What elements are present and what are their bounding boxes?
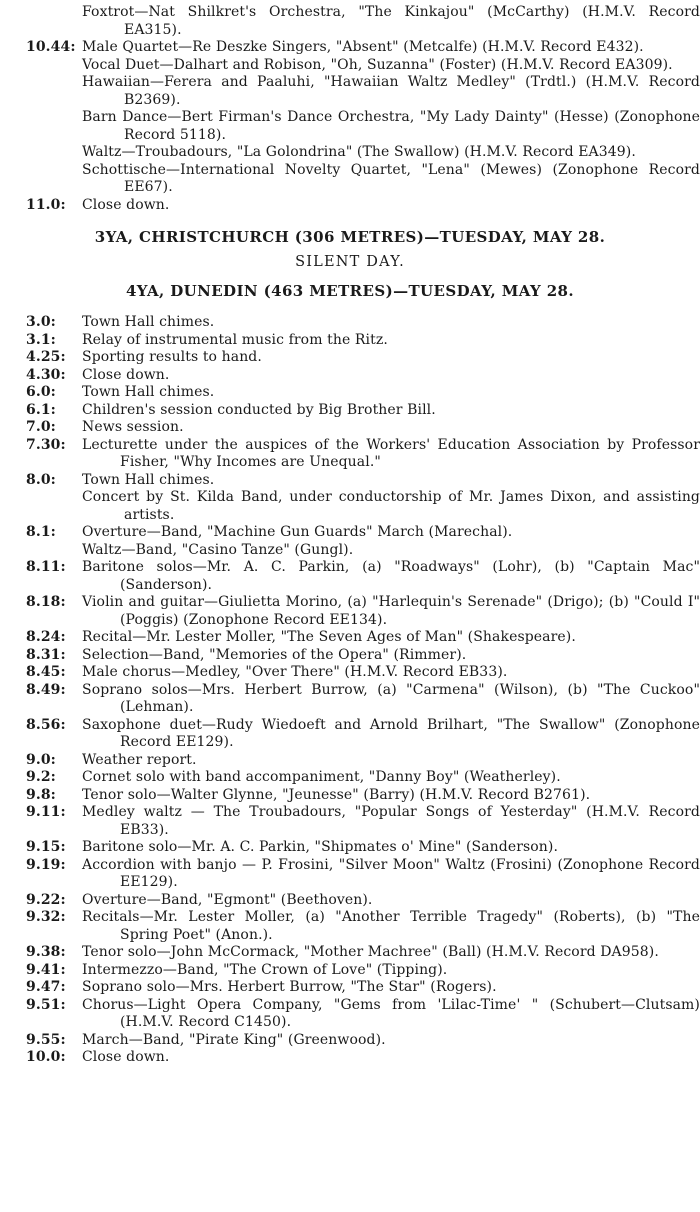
- silent-day-notice: SILENT DAY.: [295, 254, 405, 270]
- programme-entry: [0, 997, 700, 1032]
- programme-entry: [0, 594, 700, 629]
- programme-entry: [0, 787, 700, 805]
- entry-time: 8.1:: [26, 524, 56, 540]
- entry-time: 8.0:: [26, 471, 56, 488]
- entry-text: Vocal Duet—Dalhart and Robison, "Oh, Suzanna" (Foster) (H.M.V. Record EA309).: [82, 56, 673, 73]
- programme-section-3: [0, 314, 700, 1067]
- entry-time: 9.38:: [26, 944, 66, 960]
- programme-entry: [0, 349, 700, 367]
- entry-text: Accordion with banjo — P. Frosini, "Silver Moon" Waltz (Frosini) (Zonophone Record EE129).: [82, 856, 700, 890]
- entry-text: Selection—Band, "Memories of the Opera" (Rimmer).: [82, 646, 467, 663]
- entry-text: Overture—Band, "Egmont" (Beethoven).: [82, 891, 373, 908]
- entry-text: Hawaiian—Ferera and Paaluhi, "Hawaiian Waltz Medley" (Trdtl.) (H.M.V. Record B2369).: [82, 74, 700, 108]
- entry-time: 9.0:: [26, 751, 56, 768]
- entry-time: 9.2:: [26, 769, 56, 785]
- entry-time: 4.30:: [26, 366, 66, 383]
- programme-entry: [0, 542, 700, 560]
- entry-text: Soprano solo—Mrs. Herbert Burrow, "The Star" (Rogers).: [82, 979, 497, 995]
- programme-entry: [0, 647, 700, 665]
- entry-text: Male chorus—Medley, "Over There" (H.M.V. Record EB33).: [82, 664, 508, 680]
- programme-entry: [0, 629, 700, 647]
- programme-entry: [0, 489, 700, 524]
- entry-time: 9.55:: [26, 1031, 66, 1048]
- entry-text: Intermezzo—Band, "The Crown of Love" (Tipping).: [82, 961, 448, 978]
- entry-text: Violin and guitar—Giulietta Morino, (a) "Harlequin's Serenade" (Drigo); (b) "Could I" (Poggis) (Zonophone Record EE134).: [82, 594, 700, 628]
- programme-entry: [0, 367, 700, 385]
- entry-text: Sporting results to hand.: [82, 349, 262, 365]
- entry-text: Town Hall chimes.: [82, 471, 215, 488]
- entry-time: 3.1:: [26, 331, 56, 348]
- programme-entry: [0, 57, 700, 75]
- programme-entry: [0, 197, 700, 215]
- entry-time: 9.8:: [26, 786, 56, 803]
- entry-text: Soprano solos—Mrs. Herbert Burrow, (a) "Carmena" (Wilson), (b) "The Cuckoo" (Lehman).: [82, 681, 700, 715]
- programme-list-1: [0, 4, 700, 214]
- entry-time: 8.56:: [26, 716, 66, 733]
- programme-entry: [0, 962, 700, 980]
- programme-entry: [0, 769, 700, 787]
- programme-entry: [0, 1049, 700, 1067]
- entry-time: 8.49:: [26, 681, 66, 698]
- programme-entry: [0, 332, 700, 350]
- entry-time: 9.47:: [26, 979, 66, 995]
- entry-text: March—Band, "Pirate King" (Greenwood).: [82, 1031, 386, 1048]
- programme-entry: [0, 944, 700, 962]
- entry-text: Medley waltz — The Troubadours, "Popular Songs of Yesterday" (H.M.V. Record EB33).: [82, 804, 700, 838]
- entry-time: 3.0:: [26, 314, 56, 330]
- entry-text: Foxtrot—Nat Shilkret's Orchestra, "The Kinkajou" (McCarthy) (H.M.V. Record EA315).: [82, 4, 700, 38]
- entry-text: Schottische—International Novelty Quartet, "Lena" (Mewes) (Zonophone Record EE67).: [82, 161, 700, 195]
- programme-entry: [0, 402, 700, 420]
- entry-time: 9.11:: [26, 804, 66, 820]
- entry-time: 8.45:: [26, 664, 66, 680]
- entry-time: 8.24:: [26, 629, 66, 645]
- entry-time: 9.15:: [26, 839, 66, 855]
- entry-time: 10.44:: [26, 39, 76, 55]
- entry-text: Cornet solo with band accompaniment, "Danny Boy" (Weatherley).: [82, 769, 561, 785]
- programme-entry: [0, 384, 700, 402]
- entry-time: 6.1:: [26, 401, 56, 418]
- programme-entry: [0, 109, 700, 144]
- programme-entry: [0, 804, 700, 839]
- entry-time: 9.32:: [26, 909, 66, 925]
- programme-list-3: [0, 314, 700, 1067]
- entry-text: Waltz—Troubadours, "La Golondrina" (The Swallow) (H.M.V. Record EA349).: [82, 144, 636, 160]
- entry-text: Close down.: [82, 1049, 170, 1065]
- entry-text: Saxophone duet—Rudy Wiedoeft and Arnold Brilhart, "The Swallow" (Zonophone Record EE129).: [82, 716, 700, 750]
- entry-text: Recitals—Mr. Lester Moller, (a) "Another Terrible Tragedy" (Roberts), (b) "The Spring Poet" (Anon.).: [82, 909, 700, 943]
- entry-text: Close down.: [82, 196, 170, 213]
- programme-entry: [0, 559, 700, 594]
- programme-entry: [0, 752, 700, 770]
- entry-text: Waltz—Band, "Casino Tanze" (Gungl).: [82, 541, 354, 558]
- programme-entry: [0, 892, 700, 910]
- programme-entry: [0, 419, 700, 437]
- dunedin-heading: 4YA, DUNEDIN (463 METRES)—TUESDAY, MAY 28.: [125, 282, 575, 300]
- programme-entry: [0, 664, 700, 682]
- entry-text: Baritone solos—Mr. A. C. Parkin, (a) "Roadways" (Lohr), (b) "Captain Mac" (Sanderson).: [82, 559, 700, 593]
- programme-entry: [0, 857, 700, 892]
- entry-text: Lecturette under the auspices of the Workers' Education Association by Professor Fisher, "Why Incomes are Unequal.": [82, 436, 700, 470]
- entry-text: Town Hall chimes.: [82, 314, 215, 330]
- entry-text: Baritone solo—Mr. A. C. Parkin, "Shipmates o' Mine" (Sanderson).: [82, 839, 559, 855]
- programme-section-1: [0, 0, 700, 214]
- entry-time: 4.25:: [26, 349, 66, 365]
- entry-text: Male Quartet—Re Deszke Singers, "Absent" (Metcalfe) (H.M.V. Record E432).: [82, 39, 644, 55]
- entry-text: Close down.: [82, 366, 170, 383]
- entry-time: 8.11:: [26, 559, 66, 575]
- programme-entry: [0, 144, 700, 162]
- entry-time: 11.0:: [26, 196, 66, 213]
- entry-text: Tenor solo—Walter Glynne, "Jeunesse" (Barry) (H.M.V. Record B2761).: [82, 786, 591, 803]
- entry-text: Children's session conducted by Big Brother Bill.: [82, 401, 436, 418]
- entry-time: 8.18:: [26, 594, 66, 610]
- entry-time: 7.30:: [26, 436, 66, 453]
- programme-entry: [0, 4, 700, 39]
- programme-entry: [0, 979, 700, 997]
- entry-text: Weather report.: [82, 751, 197, 768]
- programme-entry: [0, 682, 700, 717]
- entry-text: Recital—Mr. Lester Moller, "The Seven Ages of Man" (Shakespeare).: [82, 629, 576, 645]
- entry-time: 9.19:: [26, 856, 66, 873]
- entry-text: Chorus—Light Opera Company, "Gems from 'Lilac-Time' " (Schubert—Clutsam) (H.M.V. Record C1450).: [82, 996, 700, 1030]
- programme-entry: [0, 314, 700, 332]
- entry-text: Overture—Band, "Machine Gun Guards" March (Marechal).: [82, 524, 513, 540]
- entry-time: 10.0:: [26, 1049, 66, 1065]
- programme-entry: [0, 909, 700, 944]
- entry-text: Relay of instrumental music from the Ritz.: [82, 331, 388, 348]
- entry-text: Concert by St. Kilda Band, under conductorship of Mr. James Dixon, and assisting artists.: [82, 489, 700, 523]
- entry-text: Tenor solo—John McCormack, "Mother Machree" (Ball) (H.M.V. Record DA958).: [82, 944, 659, 960]
- entry-time: 9.51:: [26, 996, 66, 1013]
- entry-time: 9.22:: [26, 891, 66, 908]
- entry-time: 7.0:: [26, 419, 56, 435]
- programme-entry: [0, 472, 700, 490]
- programme-entry: [0, 1032, 700, 1050]
- entry-time: 8.31:: [26, 646, 66, 663]
- entry-text: Barn Dance—Bert Firman's Dance Orchestra, "My Lady Dainty" (Hesse) (Zonophone Record 5118).: [82, 109, 700, 143]
- programme-entry: [0, 162, 700, 197]
- christchurch-heading: 3YA, CHRISTCHURCH (306 METRES)—TUESDAY, MAY 28.: [94, 228, 606, 246]
- programme-entry: [0, 839, 700, 857]
- programme-entry: [0, 717, 700, 752]
- programme-entry: [0, 437, 700, 472]
- entry-time: 6.0:: [26, 384, 56, 400]
- entry-time: 9.41:: [26, 961, 66, 978]
- entry-text: News session.: [82, 419, 184, 435]
- programme-entry: [0, 74, 700, 109]
- programme-entry: [0, 39, 700, 57]
- programme-entry: [0, 524, 700, 542]
- entry-text: Town Hall chimes.: [82, 384, 215, 400]
